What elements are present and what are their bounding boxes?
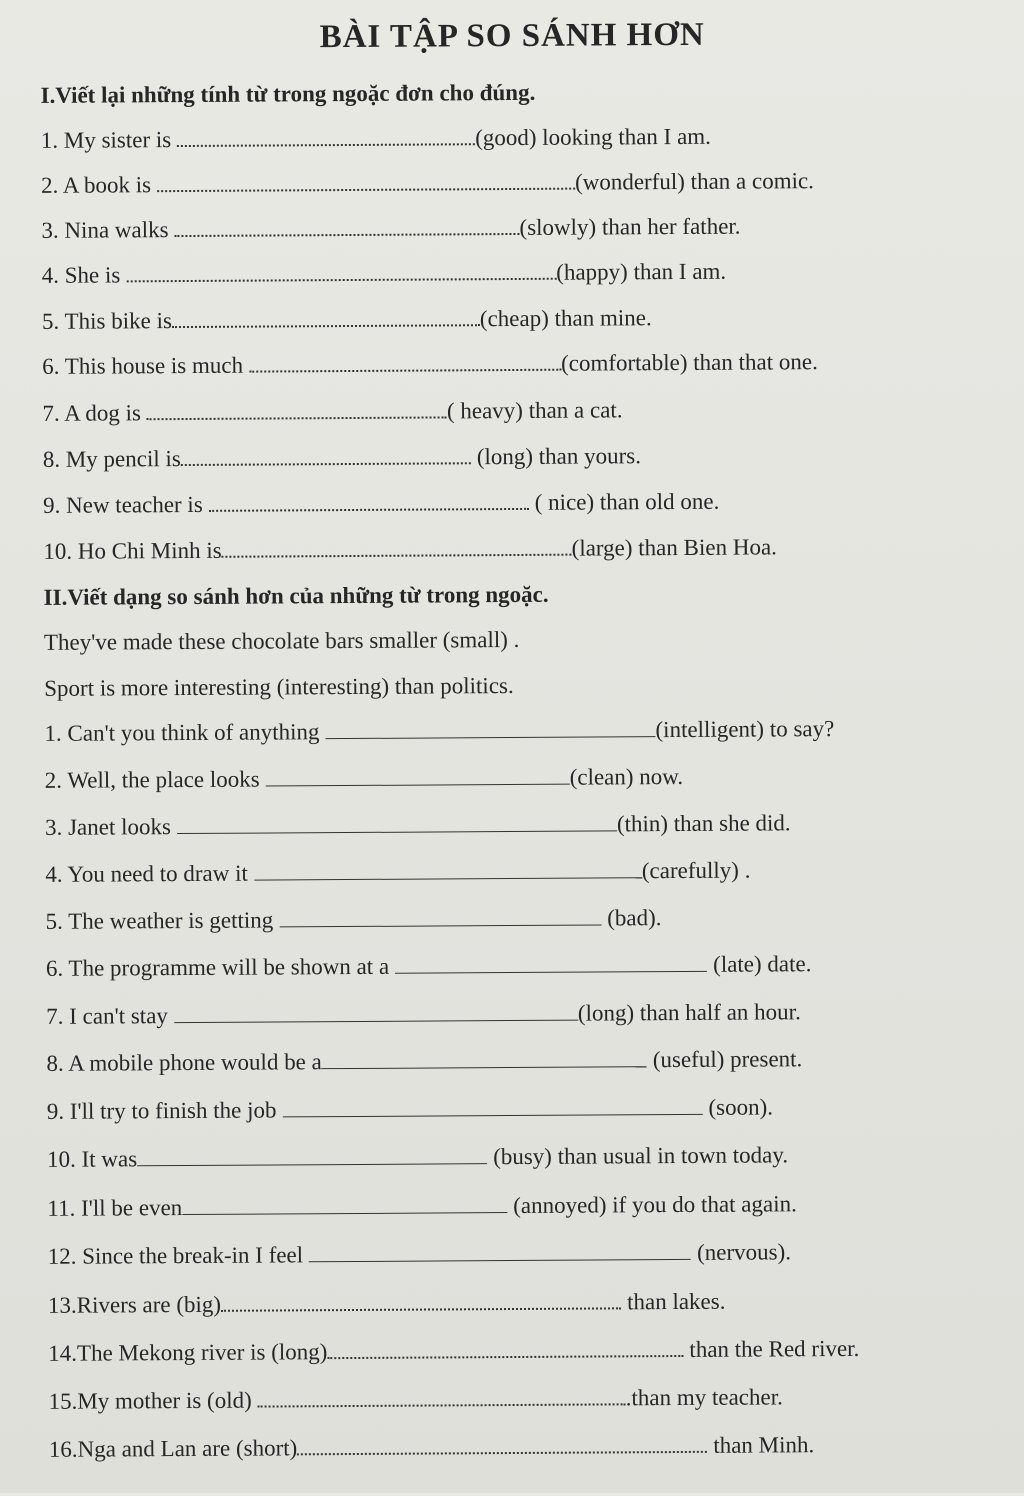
exercise-1-item-4: 4. She is (happy) than I am. xyxy=(41,258,727,288)
answer-blank[interactable] xyxy=(395,969,707,974)
exercise-2-item-5: 5. The weather is getting (bad). xyxy=(45,905,662,934)
answer-blank[interactable] xyxy=(297,1449,707,1456)
example-sentence-2: Sport is more interesting (interesting) than politics. xyxy=(44,673,514,701)
answer-blank[interactable] xyxy=(221,1305,621,1311)
answer-blank[interactable] xyxy=(322,1064,647,1069)
exercise-2-item-4: 4. You need to draw it (carefully) . xyxy=(45,857,751,887)
exercise-1-item-6: 6. This house is much (comfortable) than that one. xyxy=(42,349,818,379)
exercise-2-item-13: 13.Rivers are (big) than lakes. xyxy=(47,1288,726,1318)
exercise-1-item-10: 10. Ho Chi Minh is (large) than Bien Hoa. xyxy=(43,534,777,564)
answer-blank[interactable] xyxy=(326,734,656,739)
example-sentence-1: They've made these chocolate bars smaller (small) . xyxy=(43,626,520,655)
section-1-heading: I.Viết lại những tính từ trong ngoặc đơn cho đúng. xyxy=(40,79,536,108)
exercise-2-item-16: 16.Nga and Lan are (short) than Minh. xyxy=(48,1432,815,1462)
answer-blank[interactable] xyxy=(147,414,447,420)
exercise-1-item-1: 1. My sister is (good) looking than I am. xyxy=(40,123,711,153)
answer-blank[interactable] xyxy=(282,1112,702,1118)
exercise-1-item-3: 3. Nina walks (slowly) than her father. xyxy=(41,213,741,243)
page-title: BÀI TẬP SO SÁNH HƠN xyxy=(319,16,705,56)
answer-blank[interactable] xyxy=(177,828,617,834)
answer-blank[interactable] xyxy=(181,460,471,466)
exercise-2-item-8: 8. A mobile phone would be a (useful) present. xyxy=(46,1046,803,1076)
exercise-2-item-9: 9. I'll try to finish the job (soon). xyxy=(46,1094,774,1124)
exercise-1-item-7: 7. A dog is ( heavy) than a cat. xyxy=(42,397,623,426)
answer-blank[interactable] xyxy=(137,1161,487,1166)
exercise-2-item-6: 6. The programme will be shown at a (late) date. xyxy=(45,951,812,981)
answer-blank[interactable] xyxy=(174,1018,578,1023)
exercise-1-item-8: 8. My pencil is (long) than yours. xyxy=(42,443,642,472)
exercise-2-item-2: 2. Well, the place looks (clean) now. xyxy=(44,763,684,793)
answer-blank[interactable] xyxy=(258,1401,626,1407)
exercise-2-item-11: 11. I'll be even (annoyed) if you do that again. xyxy=(47,1191,797,1221)
answer-blank[interactable] xyxy=(172,322,480,328)
answer-blank[interactable] xyxy=(157,186,575,193)
answer-blank[interactable] xyxy=(209,506,529,512)
answer-blank[interactable] xyxy=(175,231,520,237)
exercise-1-item-5: 5. This bike is (cheap) than mine. xyxy=(41,305,652,334)
answer-blank[interactable] xyxy=(327,1353,683,1359)
exercise-2-item-1: 1. Can't you think of anything (intelligent) to say? xyxy=(44,716,835,746)
answer-blank[interactable] xyxy=(254,875,642,880)
exercise-2-item-12: 12. Since the break-in I feel (nervous). xyxy=(47,1239,792,1269)
answer-blank[interactable] xyxy=(126,276,556,283)
answer-blank[interactable] xyxy=(279,922,601,927)
exercise-2-item-15: 15.My mother is (old) .than my teacher. xyxy=(48,1384,783,1414)
section-2-heading: II.Viết dạng so sánh hơn của những từ trong ngoặc. xyxy=(43,581,549,610)
exercise-1-item-9: 9. New teacher is ( nice) than old one. xyxy=(43,488,720,518)
answer-blank[interactable] xyxy=(266,782,570,787)
exercise-2-item-14: 14.The Mekong river is (long) than the Red river. xyxy=(48,1335,860,1366)
exercise-2-item-7: 7. I can't stay (long) than half an hour. xyxy=(46,999,801,1029)
answer-blank[interactable] xyxy=(309,1257,691,1262)
exercise-2-item-3: 3. Janet looks (thin) than she did. xyxy=(44,810,791,840)
answer-blank[interactable] xyxy=(249,367,561,373)
answer-blank[interactable] xyxy=(182,1210,507,1215)
exercise-2-item-10: 10. It was (busy) than usual in town today. xyxy=(46,1142,789,1172)
answer-blank[interactable] xyxy=(222,552,572,558)
answer-blank[interactable] xyxy=(177,141,475,147)
exercise-1-item-2: 2. A book is (wonderful) than a comic. xyxy=(41,168,814,198)
